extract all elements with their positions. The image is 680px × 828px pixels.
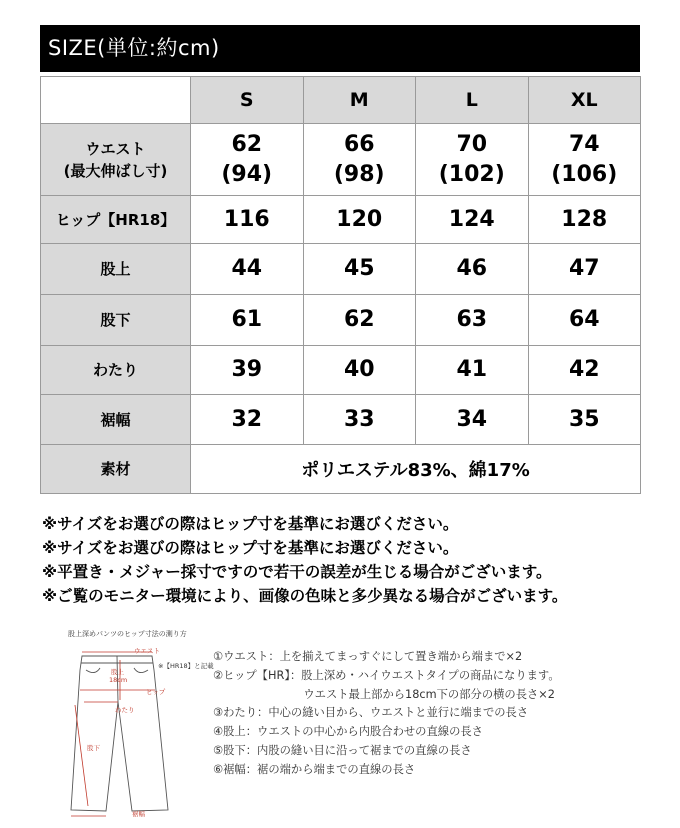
waist-m-max: (98) bbox=[333, 161, 385, 187]
waist-m-value: 66 bbox=[343, 131, 375, 157]
thigh-s-value: 39 bbox=[191, 346, 304, 395]
diagram-label-hip: ヒップ bbox=[146, 688, 166, 696]
diagram-label-hr18: ※【HR18】と記載 bbox=[158, 662, 214, 670]
measurement-guide bbox=[213, 648, 560, 780]
waist-s-value: 62 bbox=[231, 131, 263, 157]
hem-label: 裾幅 bbox=[41, 395, 191, 445]
thigh-l-value: 41 bbox=[416, 346, 529, 395]
hip-xl-value: 128 bbox=[528, 196, 641, 244]
pants-illustration bbox=[40, 630, 200, 825]
rise-xl-value: 47 bbox=[528, 244, 641, 295]
guide-inseam: ⑤股下：内股の縫い目に沿って裾までの直線の長さ bbox=[213, 743, 472, 757]
hem-row bbox=[41, 395, 641, 445]
diagram-label-rise: 股上 bbox=[111, 668, 124, 676]
material-row bbox=[41, 445, 641, 494]
waist-l-cell bbox=[416, 124, 529, 196]
inseam-l-value: 63 bbox=[416, 295, 529, 346]
waist-xl-value: 74 bbox=[568, 131, 600, 157]
size-header-m: M bbox=[303, 77, 416, 124]
size-header-row bbox=[41, 77, 641, 124]
size-chart-title: SIZE(単位:約cm) bbox=[40, 25, 640, 72]
rise-l-value: 46 bbox=[416, 244, 529, 295]
thigh-row bbox=[41, 346, 641, 395]
hip-l-value: 124 bbox=[416, 196, 529, 244]
note-4: ※ご覧のモニター環境により、画像の色味と多少異なる場合がございます。 bbox=[42, 587, 568, 605]
thigh-label: わたり bbox=[41, 346, 191, 395]
hem-m-value: 33 bbox=[303, 395, 416, 445]
material-value: ポリエステル83%、綿17% bbox=[191, 445, 641, 494]
note-3: ※平置き・メジャー採寸ですので若干の誤差が生じる場合がございます。 bbox=[42, 563, 552, 581]
hip-s-value: 116 bbox=[191, 196, 304, 244]
inseam-m-value: 62 bbox=[303, 295, 416, 346]
note-1: ※サイズをお選びの際はヒップ寸を基準にお選びください。 bbox=[42, 515, 459, 533]
waist-s-cell bbox=[191, 124, 304, 196]
inseam-xl-value: 64 bbox=[528, 295, 641, 346]
thigh-xl-value: 42 bbox=[528, 346, 641, 395]
guide-hem: ⑥裾幅：裾の端から端までの直線の長さ bbox=[213, 762, 416, 776]
hip-m-value: 120 bbox=[303, 196, 416, 244]
diagram-label-18cm: 18cm bbox=[109, 676, 128, 684]
guide-thigh: ③わたり：中心の縫い目から、ウエストと並行に端までの長さ bbox=[213, 706, 529, 720]
waist-l-value: 70 bbox=[456, 131, 488, 157]
inseam-s-value: 61 bbox=[191, 295, 304, 346]
diagram-label-waist: ウエスト bbox=[134, 647, 160, 655]
waist-l-max: (102) bbox=[438, 161, 505, 187]
waist-m-cell bbox=[303, 124, 416, 196]
header-corner-cell bbox=[41, 77, 191, 124]
notes bbox=[42, 512, 567, 608]
guide-rise: ④股上：ウエストの中心から内股合わせの直線の長さ bbox=[213, 725, 483, 739]
hem-l-value: 34 bbox=[416, 395, 529, 445]
measurement-diagram bbox=[40, 625, 640, 825]
inseam-row bbox=[41, 295, 641, 346]
hip-label: ヒップ【HR18】 bbox=[41, 196, 191, 244]
guide-hip-detail: ウエスト最上部から18cm下の部分の横の長さ×2 bbox=[213, 687, 555, 701]
note-2: ※サイズをお選びの際はヒップ寸を基準にお選びください。 bbox=[42, 539, 459, 557]
waist-row bbox=[41, 124, 641, 196]
waist-label-sub: (最大伸ばし寸) bbox=[63, 161, 168, 180]
thigh-m-value: 40 bbox=[303, 346, 416, 395]
diagram-title: 股上深めパンツのヒップ寸法の測り方 bbox=[68, 630, 187, 638]
size-table bbox=[40, 76, 641, 494]
guide-waist: ①ウエスト：上を揃えてまっすぐにして置き端から端まで×2 bbox=[213, 650, 523, 663]
waist-label-main: ウエスト bbox=[85, 139, 146, 158]
hem-xl-value: 35 bbox=[528, 395, 641, 445]
diagram-label-thigh: わたり bbox=[115, 706, 135, 714]
inseam-label: 股下 bbox=[41, 295, 191, 346]
size-header-l: L bbox=[416, 77, 529, 124]
hem-s-value: 32 bbox=[191, 395, 304, 445]
rise-m-value: 45 bbox=[303, 244, 416, 295]
rise-s-value: 44 bbox=[191, 244, 304, 295]
diagram-label-inseam: 股下 bbox=[87, 744, 100, 752]
waist-xl-cell bbox=[528, 124, 641, 196]
guide-hip: ②ヒップ【HR】：股上深め・ハイウエストタイプの商品になります。 bbox=[213, 668, 560, 682]
rise-row bbox=[41, 244, 641, 295]
material-label: 素材 bbox=[41, 445, 191, 494]
hip-row bbox=[41, 196, 641, 244]
size-header-xl: XL bbox=[528, 77, 641, 124]
rise-label: 股上 bbox=[41, 244, 191, 295]
size-header-s: S bbox=[191, 77, 304, 124]
diagram-label-hem: 裾幅 bbox=[132, 810, 145, 818]
waist-s-max: (94) bbox=[221, 161, 273, 187]
waist-label bbox=[41, 124, 191, 196]
waist-xl-max: (106) bbox=[551, 161, 618, 187]
